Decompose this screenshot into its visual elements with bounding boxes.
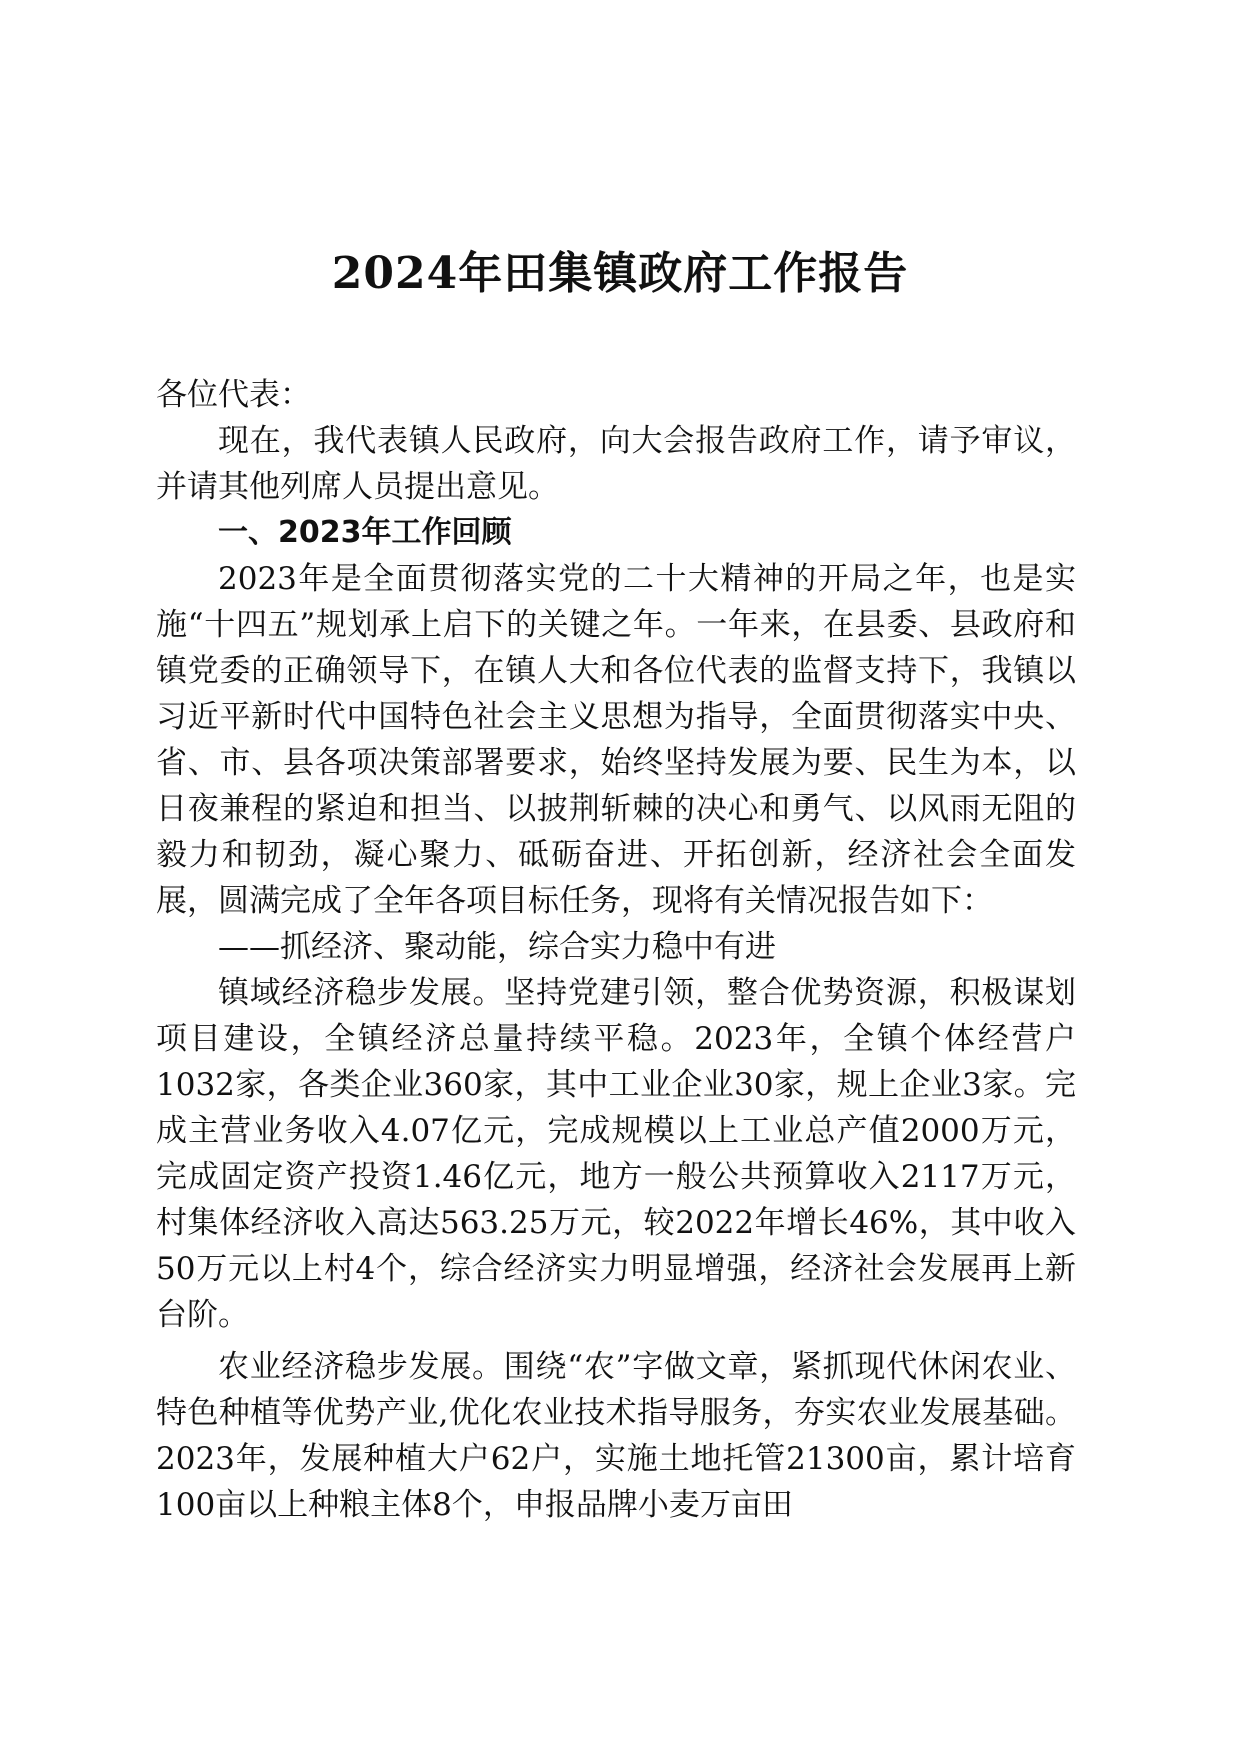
document-title: 2024年田集镇政府工作报告: [331, 248, 909, 299]
economy-subheading: ——抓经济、聚动能，综合实力稳中有进: [218, 929, 776, 965]
overview-paragraph: 2023年是全面贯彻落实党的二十大精神的开局之年，也是实施“十四五”规划承上启下的关键之年。一年来，在县委、县政府和镇党委的正确领导下，在镇人大和各位代表的监督支持下，我镇以习近平新时代中国特色社会主义思想为指导，全面贯彻落实中央、省、市、县各项决策部署要求，始终坚持发展为要、民生为本，以日夜兼程的紧迫和担当、以披荆斩棘的决心和勇气、以风雨无阻的毅力和韧劲，凝心聚力、砥砺奋进、开拓创新，经济社会全面发展，圆满完成了全年各项目标任务，现将有关情况报告如下：: [156, 561, 1076, 919]
intro-paragraph: 现在，我代表镇人民政府，向大会报告政府工作，请予审议，并请其他列席人员提出意见。: [156, 423, 1076, 505]
town-economy-paragraph: 镇域经济稳步发展。坚持党建引领，整合优势资源，积极谋划项目建设，全镇经济总量持续平稳。2023年，全镇个体经营户1032家，各类企业360家，其中工业企业30家，规上企业3家。完成主营业务收入4.07亿元，完成规模以上工业总产值2000万元，完成固定资产投资1.46亿元，地方一般公共预算收入2117万元，村集体经济收入高达563.25万元，较2022年增长46%，其中收入50万元以上村4个，综合经济实力明显增强，经济社会发展再上新台阶。: [156, 975, 1076, 1333]
salutation: 各位代表：: [156, 377, 311, 413]
agriculture-paragraph: 农业经济稳步发展。围绕“农”字做文章，紧抓现代休闲农业、特色种植等优势产业,优化农业技术指导服务，夯实农业发展基础。2023年，发展种植大户62户，实施土地托管21300亩，累计培育100亩以上种粮主体8个，申报品牌小麦万亩田: [156, 1349, 1076, 1523]
section-heading-review: 一、2023年工作回顾: [218, 515, 512, 550]
document-body: [156, 372, 1076, 1528]
